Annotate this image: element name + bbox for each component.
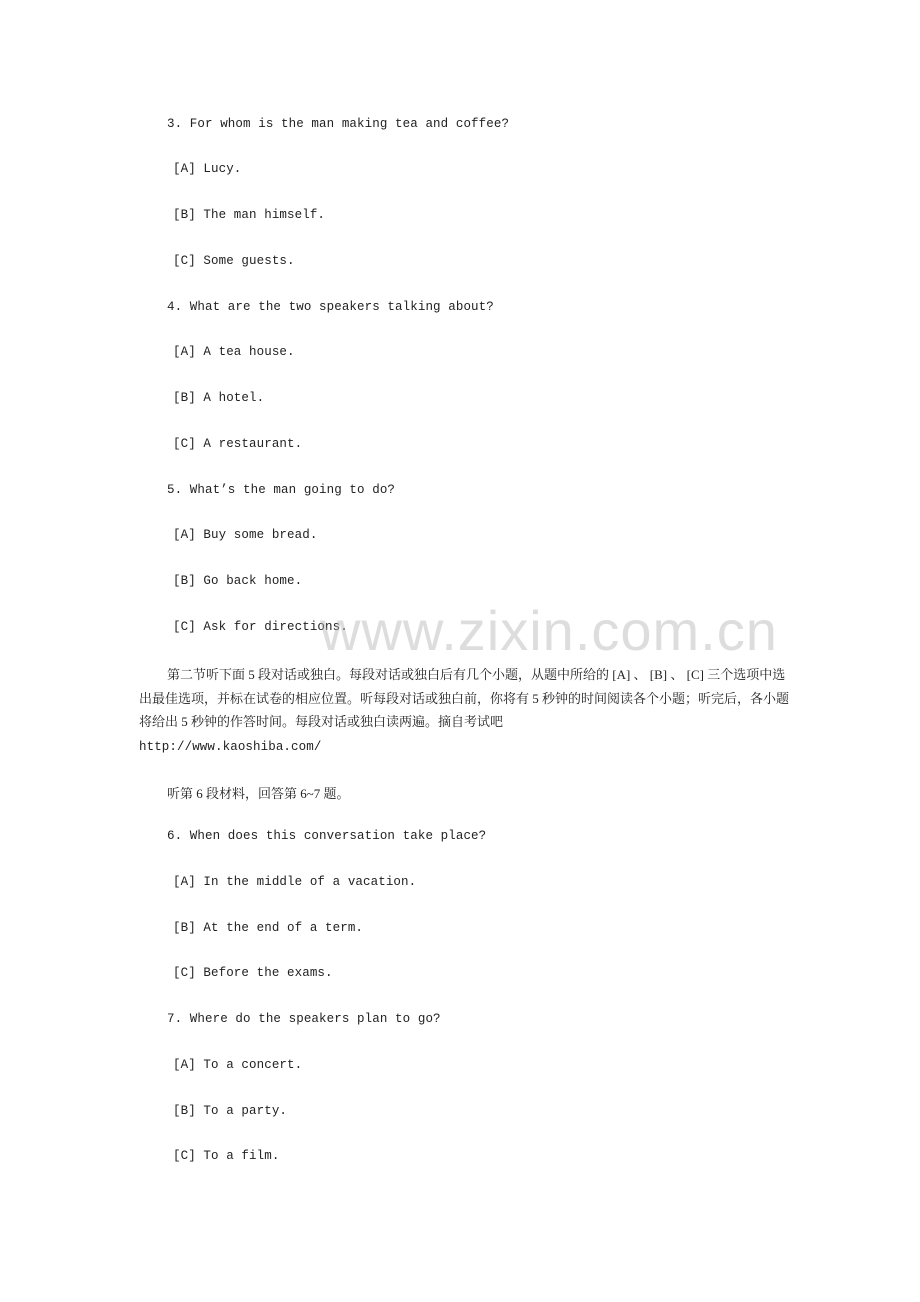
question-6-option-a: [A] In the middle of a vacation.	[173, 875, 417, 889]
question-4: 4. What are the two speakers talking about?	[167, 300, 494, 314]
question-3: 3. For whom is the man making tea and coffee?	[167, 117, 510, 131]
question-3-option-b: [B] The man himself.	[173, 208, 326, 222]
question-7-option-c: [C] To a film.	[173, 1149, 280, 1163]
question-6-option-c: [C] Before the exams.	[173, 966, 333, 980]
question-4-option-c: [C] A restaurant.	[173, 437, 303, 451]
question-3-option-c: [C] Some guests.	[173, 254, 295, 268]
watermark: www.zixin.com.cn	[320, 599, 778, 662]
question-4-option-b: [B] A hotel.	[173, 391, 265, 405]
section-2-instructions	[139, 663, 789, 759]
question-5: 5. What’s the man going to do?	[167, 483, 396, 497]
material-note: 听第 6 段材料，回答第 6~7 题。	[167, 786, 350, 801]
question-7-option-a: [A] To a concert.	[173, 1058, 303, 1072]
section-2-text: 第二节听下面 5 段对话或独白。每段对话或独白后有几个小题，从题中所给的 [A] 、 [B] 、 [C] 三个选项中选出最佳选项，并标在试卷的相应位置。听每段对话或独白前，你将有 5 秒钟的时间阅读各个小题；听完后，各小题将给出 5 秒钟的作答时间。每段对话或独白读两遍。摘自考试吧	[139, 667, 790, 729]
question-7-option-b: [B] To a party.	[173, 1104, 288, 1118]
question-5-option-a: [A] Buy some bread.	[173, 528, 318, 542]
question-6-option-b: [B] At the end of a term.	[173, 921, 364, 935]
question-5-option-c: [C] Ask for directions.	[173, 620, 348, 634]
question-4-option-a: [A] A tea house.	[173, 345, 295, 359]
question-5-option-b: [B] Go back home.	[173, 574, 303, 588]
question-6: 6. When does this conversation take place?	[167, 829, 487, 843]
question-7: 7. Where do the speakers plan to go?	[167, 1012, 441, 1026]
source-url[interactable]: http://www.kaoshiba.com/	[139, 739, 322, 754]
question-3-option-a: [A] Lucy.	[173, 162, 242, 176]
